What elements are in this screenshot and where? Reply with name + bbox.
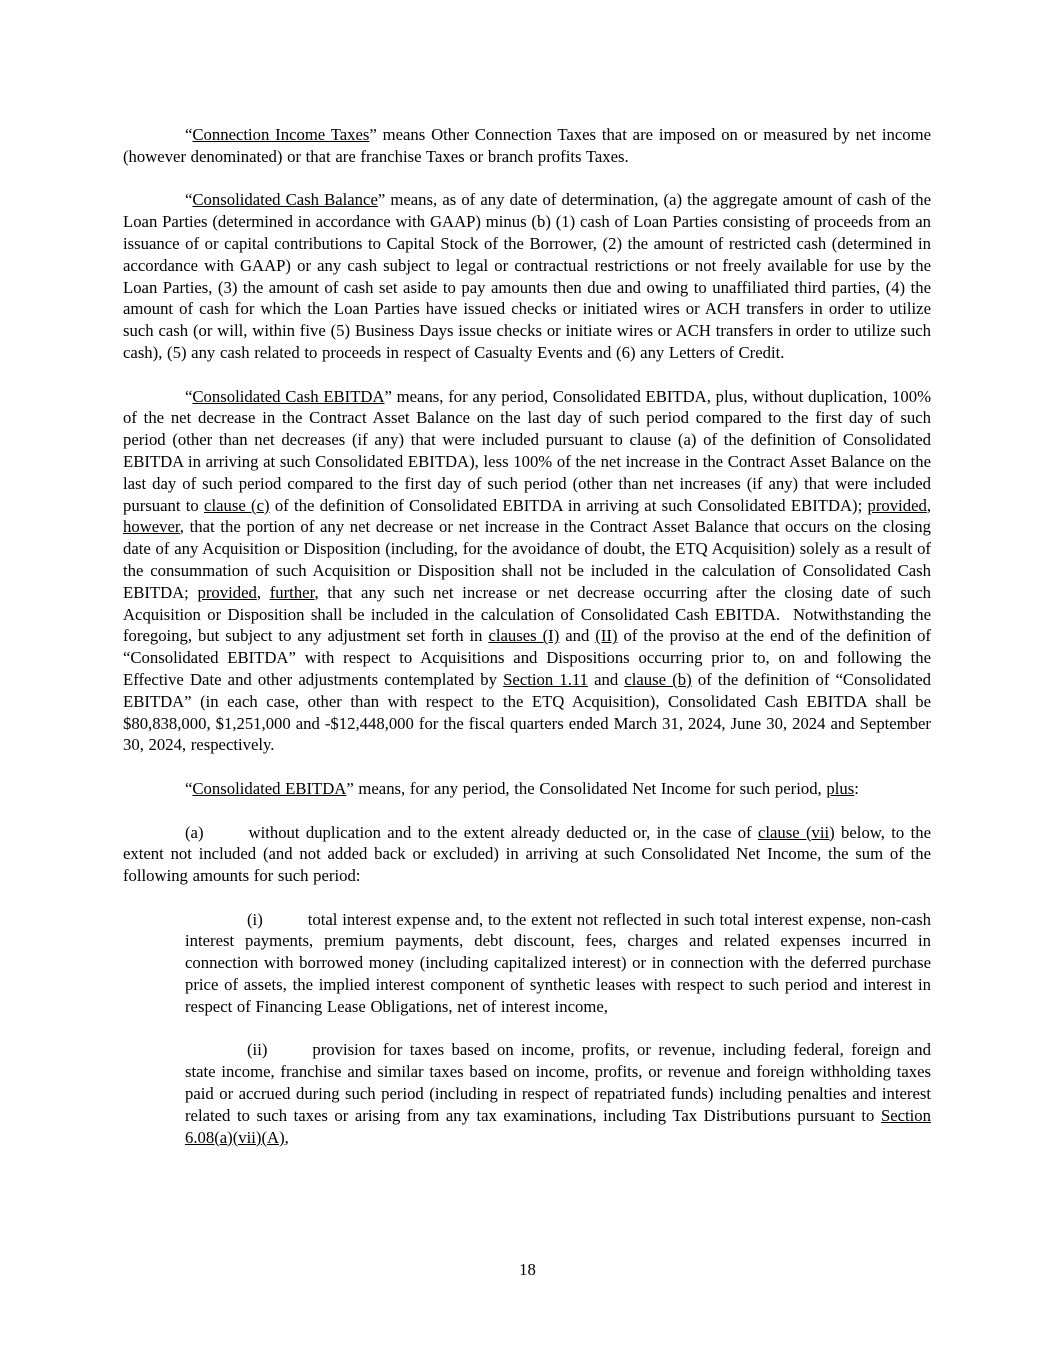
text-run: of the definition of “Consolidated EBITDA” (in each case, other than with respect to the ETQ Acquisition), Consolidated Cash EBITDA shall be $80,838,000, $1,251,000 and -$12,448,000 for the fiscal quarters ended March 31, 2024, June 30, 2024 and September 30, 2024, respectively. xyxy=(123,669,932,755)
underlined-term: Connection Income Taxes xyxy=(192,125,370,144)
underlined-term: however xyxy=(123,517,180,537)
text-run: (a) xyxy=(185,822,204,842)
page-number: 18 xyxy=(519,1260,536,1280)
text-run: ” means, for any period, the Consolidated Net Income for such period, xyxy=(346,778,827,798)
underlined-term: Consolidated EBITDA xyxy=(192,778,347,798)
underlined-term: clause (b) xyxy=(624,669,692,689)
underlined-term: Section 6.08(a)(vii)(A) xyxy=(185,1105,931,1147)
paragraph-1 xyxy=(123,124,931,168)
text-run: of the definition of Consolidated EBITDA in arriving at such Consolidated EBITDA); xyxy=(269,495,868,515)
text-run: ” means, for any period, Consolidated EBITDA, plus, without duplication, 100% of the net decrease in the Contract Asset Balance on the last day of such period compared to the first day of such period (other than net decreases (if any) that were included pursuant to clause (a) of the definition of Consolidated EBITDA in arriving at such Consolidated EBITDA), less 100% of the net increase in the Contract Asset Balance on the last day of such period compared to the first day of such period (other than net increases (if any) that were included pursuant to xyxy=(123,386,931,515)
underlined-term: provided xyxy=(867,495,927,515)
text-run: , xyxy=(284,1127,289,1147)
text-run: “ xyxy=(185,125,193,144)
text-run: , that the portion of any net decrease or net increase in the Contract Asset Balance that occurs on the closing date of any Acquisition or Disposition (including, for the avoidance of doubt, the ETQ Acquisition) solely as a result of the consummation of such Acquisition or Disposition shall not be included in the calculation of Consolidated Cash EBITDA; xyxy=(123,517,931,602)
underlined-term: provided xyxy=(197,582,257,602)
text-run: “ xyxy=(185,190,193,210)
text-run: , that any such net increase or net decrease occurring after the closing date of such Acquisition or Disposition shall be included in the calculation of Consolidated Cash EBITDA. Notwithstanding the foregoing, but subject to any adjustment set forth in xyxy=(123,582,931,646)
paragraph-2 xyxy=(123,189,931,363)
underlined-term: clause (c) xyxy=(204,495,270,515)
paragraph-7 xyxy=(185,1039,931,1148)
text-run: and xyxy=(559,626,596,646)
paragraph-6 xyxy=(185,909,931,1018)
underlined-term: Section 1.11 xyxy=(503,669,588,689)
text-run: and xyxy=(587,669,625,689)
underlined-term: plus xyxy=(826,778,855,798)
text-run: (ii) xyxy=(247,1040,268,1060)
text-run: : xyxy=(854,778,859,798)
paragraph-4 xyxy=(123,778,931,800)
text-run: below, to the extent not included (and not added back or excluded) in arriving at such Consolidated Net Income, the sum of the following amounts for such period: xyxy=(123,822,931,886)
text-run: , xyxy=(926,495,932,515)
text-run: , xyxy=(256,582,270,602)
underlined-term: further xyxy=(269,582,315,602)
text-run: without duplication and to the extent already deducted or, in the case of xyxy=(248,822,758,842)
underlined-term: Consolidated Cash Balance xyxy=(192,190,378,210)
document-body xyxy=(123,124,931,1170)
text-run: provision for taxes based on income, profits, or revenue, including federal, foreign and state income, franchise and similar taxes based on income, profits, or revenue and foreign withholding taxes paid or accrued during such period (including in respect of repatriated funds) including penalties and interest related to such taxes or arising from any tax examinations, including Tax Distributions pursuant to xyxy=(185,1040,931,1125)
text-run: total interest expense and, to the extent not reflected in such total interest expense, non-cash interest payments, premium payments, debt discount, fees, charges and related expenses incurred in connection with borrowed money (including capitalized interest) or in connection with the deferred purchase price of assets, the implied interest component of synthetic leases with respect to such period and interest in respect of Financing Lease Obligations, net of interest income, xyxy=(185,909,931,1016)
text-run: “ xyxy=(185,386,193,406)
text-run: “ xyxy=(185,778,193,798)
underlined-term: clause (vii) xyxy=(757,822,835,842)
paragraph-3 xyxy=(123,386,931,757)
text-run: ” means, as of any date of determination, (a) the aggregate amount of cash of the Loan Parties (determined in accordance with GAAP) minus (b) (1) cash of Loan Parties consisting of proceeds from an issuance of or capital contributions to Capital Stock of the Borrower, (2) the amount of restricted cash (determined in accordance with GAAP) or any cash subject to legal or contractual restrictions or not freely available for use by the Loan Parties, (3) the amount of cash set aside to pay amounts then due and owing to unaffiliated third parties, (4) the amount of cash for which the Loan Parties have issued checks or initiated wires or ACH transfers in order to utilize such cash (or will, within five (5) Business Days issue checks or initiate wires or ACH transfers in order to utilize such cash), (5) any cash related to proceeds in respect of Casualty Events and (6) any Letters of Credit. xyxy=(123,190,931,362)
text-run: of the proviso at the end of the definition of “Consolidated EBITDA” with respect to Acquisitions and Dispositions occurring prior to, on and following the Effective Date and other adjustments contemplated by xyxy=(123,626,931,689)
underlined-term: (II) xyxy=(595,626,618,646)
underlined-term: Consolidated Cash EBITDA xyxy=(192,386,385,406)
text-run: ” means Other Connection Taxes that are imposed on or measured by net income (however denominated) or that are franchise Taxes or branch profits Taxes. xyxy=(123,125,931,166)
underlined-term: clauses (I) xyxy=(488,626,560,646)
text-run: (i) xyxy=(247,909,263,929)
paragraph-5 xyxy=(123,822,931,887)
